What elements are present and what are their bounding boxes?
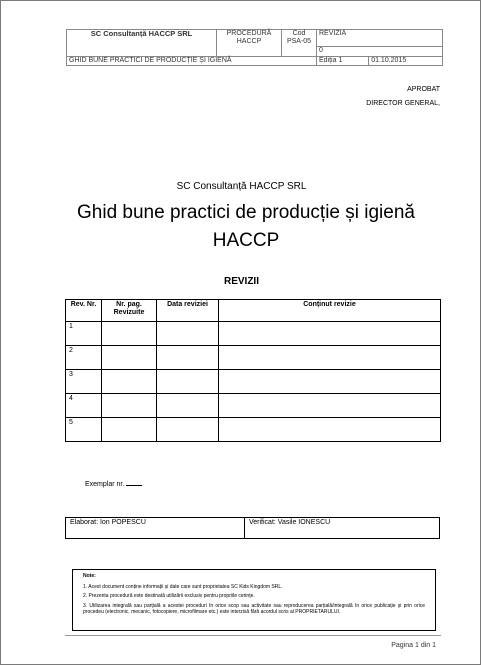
- revisions-heading: REVIZII: [223, 276, 259, 287]
- pages-cell: [102, 370, 157, 394]
- rev-number-cell: 3: [66, 370, 102, 394]
- pages-cell: [102, 322, 157, 346]
- content-cell: [219, 322, 441, 346]
- column-header-rev-nr: Rev. Nr.: [66, 300, 102, 322]
- pages-cell: [102, 346, 157, 370]
- header-procedure-value: HACCP: [236, 38, 262, 45]
- approval-line-1: APROBAT: [407, 86, 440, 93]
- rev-number-cell: 4: [66, 394, 102, 418]
- note-item: 3. Utilizarea integrală sau parțială a acestei proceduri în orice scop sau activitate sau reproducerea parțială/integrală în orice publicație și prin orice procedeu (electronic, mecanic, fotocopiere, microfilmare etc.) este interzisă fără acordul scris al PROPRIETARULUI.: [83, 602, 425, 615]
- content-cell: [219, 346, 441, 370]
- note-item: 1. Acest document conține informații și date care sunt proprietatea SC Kids Kingdom SRL.: [83, 583, 283, 590]
- rev-number-cell: 5: [66, 418, 102, 442]
- pages-cell: [102, 394, 157, 418]
- revisions-table: [65, 299, 441, 442]
- exemplar-number: [85, 479, 142, 488]
- footer-divider: [65, 635, 441, 636]
- exemplar-blank-line: [126, 479, 142, 486]
- column-header-pages: Nr. pag. Revizuite: [102, 300, 157, 322]
- content-cell: [219, 418, 441, 442]
- rev-number-cell: 1: [66, 322, 102, 346]
- header-code: [282, 30, 317, 57]
- document-header: [66, 29, 443, 66]
- column-header-date: Data reviziei: [157, 300, 219, 322]
- exemplar-label: Exemplar nr.: [85, 481, 125, 488]
- header-procedure-label: PROCEDURĂ: [226, 30, 272, 37]
- date-cell: [157, 394, 219, 418]
- notes-box: [72, 569, 436, 631]
- table-row: [66, 394, 441, 418]
- content-cell: [219, 394, 441, 418]
- header-revision-label: REVIZIA: [317, 30, 443, 47]
- column-header-content: Conținut revizie: [219, 300, 441, 322]
- header-code-value: PSA-05: [286, 38, 312, 45]
- document-title: [41, 199, 451, 255]
- table-row: [66, 322, 441, 346]
- prepared-by: Elaborat: Ion POPESCU: [66, 518, 245, 539]
- date-cell: [157, 346, 219, 370]
- revisions-table-header: [66, 300, 441, 322]
- header-procedure: [217, 30, 282, 57]
- note-item: 2. Prezenta procedură este destinată utilizării exclusiv pentru propriile cerințe.: [83, 593, 255, 599]
- table-row: [66, 346, 441, 370]
- date-cell: [157, 370, 219, 394]
- signatures-table: [65, 517, 440, 539]
- document-title-line-1: Ghid bune practici de producție și igienă: [77, 202, 415, 223]
- page-number: Pagina 1 din 1: [391, 642, 436, 649]
- content-cell: [219, 370, 441, 394]
- header-code-label: Cod: [292, 30, 306, 37]
- header-date: 01.10.2015: [369, 57, 443, 66]
- notes-title: Note:: [83, 573, 96, 579]
- header-edition: Ediția 1: [317, 57, 369, 66]
- rev-number-cell: 2: [66, 346, 102, 370]
- company-title: SC Consultanță HACCP SRL: [176, 181, 307, 192]
- header-company: SC Consultanță HACCP SRL: [67, 30, 217, 57]
- approval-line-2: DIRECTOR GENERAL,: [366, 100, 440, 107]
- table-row: [66, 370, 441, 394]
- date-cell: [157, 418, 219, 442]
- pages-cell: [102, 418, 157, 442]
- header-revision-value: 0: [317, 47, 443, 57]
- header-doc-short-title: GHID BUNE PRACTICI DE PRODUCȚIE ȘI IGIENĂ: [67, 57, 317, 66]
- document-title-line-2: HACCP: [212, 230, 280, 251]
- date-cell: [157, 322, 219, 346]
- verified-by: Verificat: Vasile IONESCU: [245, 518, 440, 539]
- table-row: [66, 418, 441, 442]
- approval-block: [366, 83, 440, 111]
